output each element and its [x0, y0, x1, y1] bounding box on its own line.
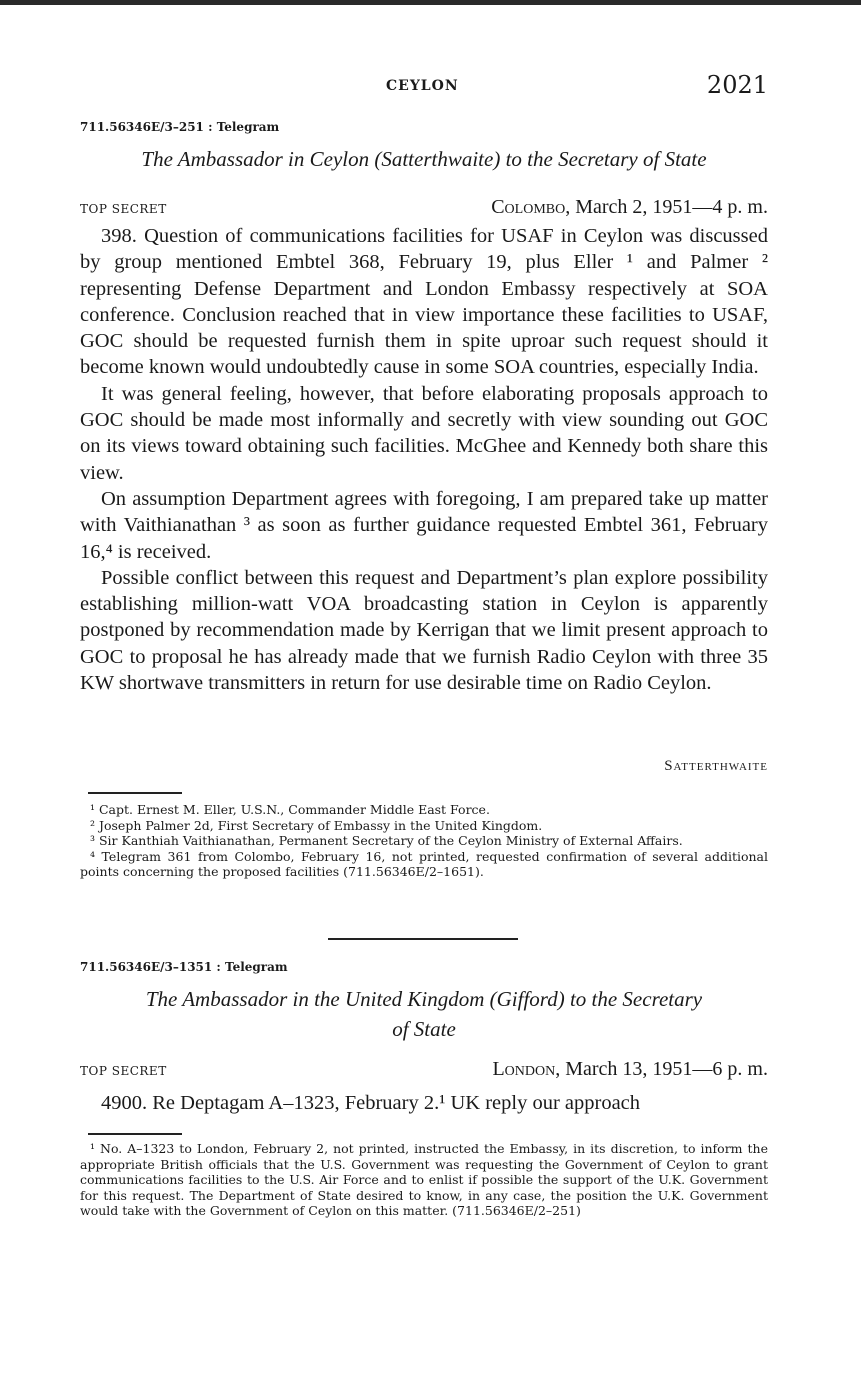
doc1-place-date [491, 196, 768, 219]
doc2-paragraph-1: 4900. Re Deptagam A–1323, February 2.¹ UK reply our approach [101, 1092, 641, 1114]
doc2-body [80, 1090, 768, 1116]
doc1-footnote-3: ³ Sir Kanthiah Vaithianathan, Permanent Secretary of the Ceylon Ministry of External Affairs. [90, 833, 683, 849]
doc2-footnote-rule [88, 1133, 182, 1135]
doc1-body [80, 223, 768, 696]
doc1-paragraph-1: 398. Question of communications facilities for USAF in Ceylon was discussed by group mentioned Embtel 368, February 19, plus Eller ¹ and Palmer ² representing Defense Department and London Embassy respectively at SOA conference. Conclusion reached that in view importance these facilities to USAF, GOC should be requested furnish them in spite uproar such request should it become known would undoubtedly cause in some SOA countries, especially India. [80, 225, 768, 379]
doc2-place-date [492, 1058, 768, 1081]
doc1-date: March 2, 1951—4 p. m. [575, 196, 768, 218]
doc1-classification: TOP SECRET [80, 202, 167, 216]
doc2-footnotes [80, 1141, 768, 1219]
doc2-title-line-1: The Ambassador in the United Kingdom (Gifford) to the Secretary [145, 987, 703, 1011]
doc1-dateline [80, 196, 768, 222]
doc2-dateline [80, 1058, 768, 1084]
doc1-footnote-4: ⁴ Telegram 361 from Colombo, February 16, not printed, requested confirmation of several additional points concerning the proposed facilities (711.56346E/2–1651). [80, 848, 768, 880]
doc2-place: London, [492, 1058, 561, 1080]
doc1-paragraph-4: Possible conflict between this request and Department’s plan explore possibility establishing million-watt VOA broadcasting station in Ceylon is apparently postponed by recommendation made by Kerrigan that we limit present approach to GOC to proposal he has already made that we furnish Radio Ceylon with three 35 KW shortwave transmitters in return for use desirable time on Radio Ceylon. [80, 566, 768, 695]
doc1-place: Colombo, [491, 196, 571, 218]
doc1-footnotes [80, 802, 768, 880]
page-top-border [0, 0, 861, 5]
running-title: CEYLON [386, 78, 459, 94]
doc2-date: March 13, 1951—6 p. m. [565, 1058, 768, 1080]
doc1-paragraph-2: It was general feeling, however, that before elaborating proposals approach to GOC should be made most informally and secretly with view sounding out GOC on its views toward obtaining such facilities. McGhee and Kennedy both share this view. [80, 382, 768, 484]
document-separator-rule [328, 938, 518, 940]
doc2-title-line-2: of State [392, 1017, 456, 1041]
page-number: 2021 [706, 71, 768, 99]
doc1-footnote-1: ¹ Capt. Ernest M. Eller, U.S.N., Commander Middle East Force. [90, 802, 490, 817]
doc1-signature: Satterthwaite [664, 758, 768, 774]
doc1-footnote-rule [88, 792, 182, 794]
doc2-title [80, 984, 768, 1044]
doc2-footnote-1: ¹ No. A–1323 to London, February 2, not printed, instructed the Embassy, in its discretion, to inform the appropriate British officials that the U.S. Government was requesting the Government of Ceylon to grant communications facilities to the U.S. Air Force and to enlist if possible the support of the U.K. Government for this request. The Department of State desired to know, in any case, the position the U.K. Government would take with the Government of Ceylon on this matter. (711.56346E/2–251) [80, 1141, 768, 1219]
doc2-classification: TOP SECRET [80, 1064, 167, 1078]
doc1-paragraph-3: On assumption Department agrees with foregoing, I am prepared take up matter with Vaithianathan ³ as soon as further guidance requested Embtel 361, February 16,⁴ is received. [80, 487, 768, 563]
doc1-title: The Ambassador in Ceylon (Satterthwaite) to the Secretary of State [141, 147, 707, 171]
doc1-file-number: 711.56346E/3–251 : Telegram [80, 120, 280, 134]
doc1-footnote-2: ² Joseph Palmer 2d, First Secretary of Embassy in the United Kingdom. [90, 817, 543, 833]
running-head [80, 71, 768, 100]
doc2-file-number: 711.56346E/3–1351 : Telegram [80, 960, 288, 974]
